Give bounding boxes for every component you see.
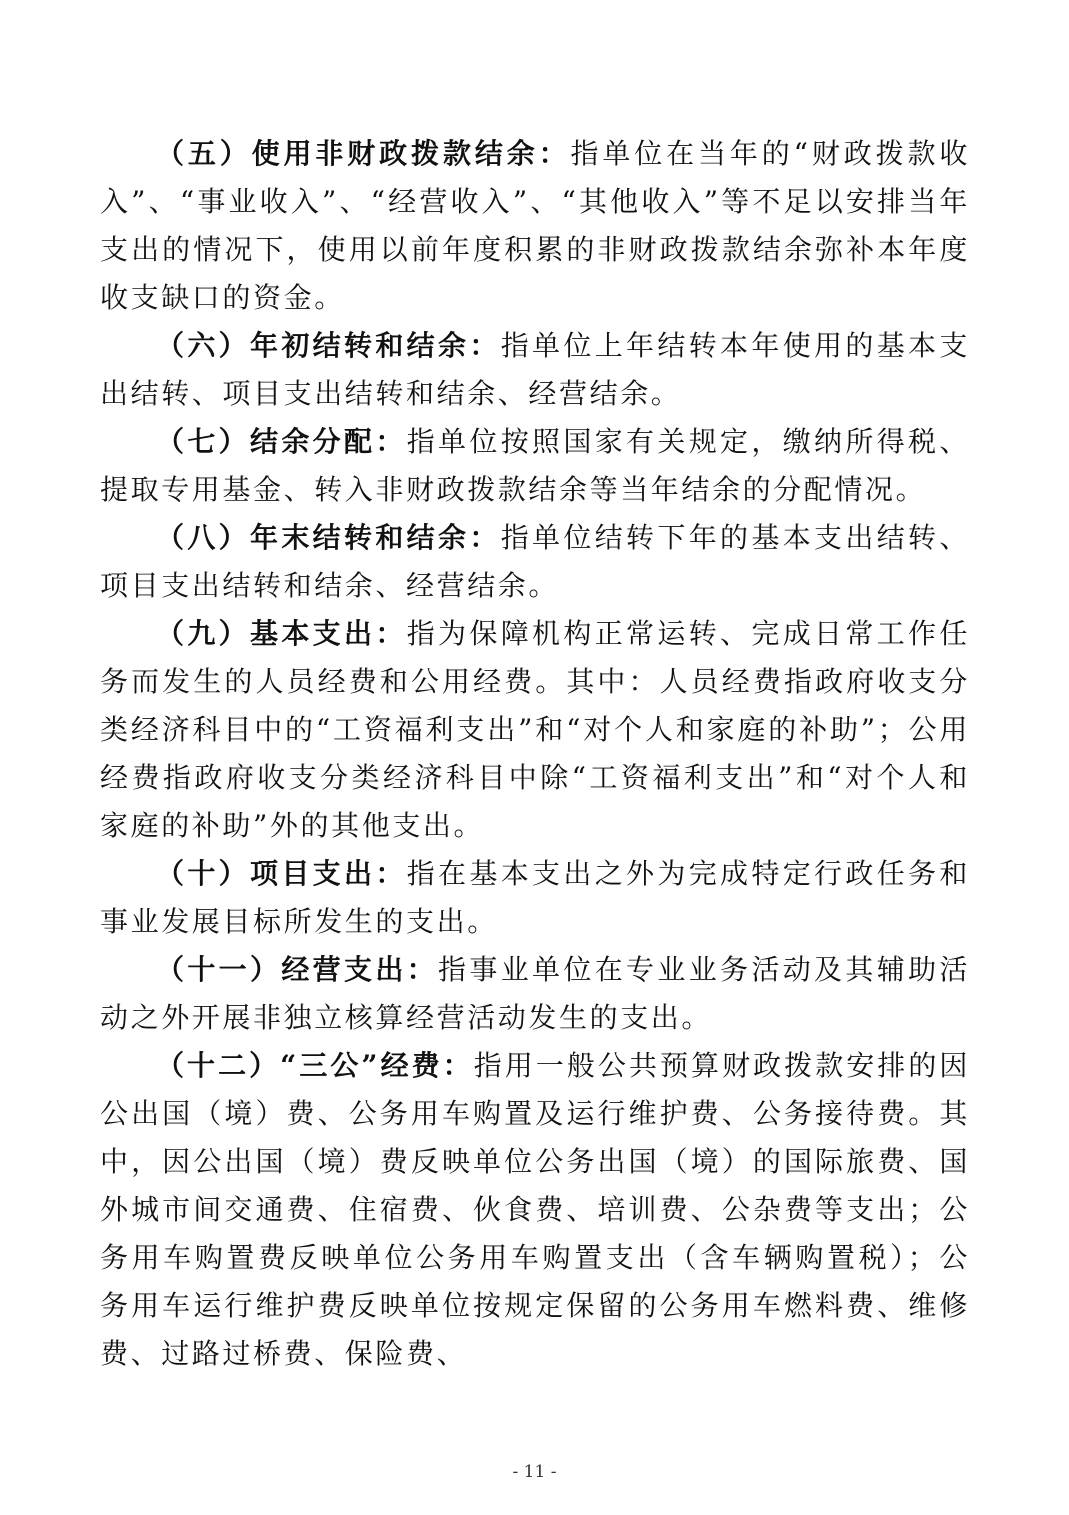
paragraph-5 <box>100 130 970 322</box>
paragraph-term: （五）使用非财政拨款结余： <box>156 137 571 170</box>
paragraph-text: 指事业单位在专业业务活动及其辅助活动之外开展非独立核算经营活动发生的支出。 <box>100 953 971 1034</box>
document-body <box>100 130 970 1378</box>
paragraph-text: 指为保障机构正常运转、完成日常工作任务而发生的人员经费和公用经费。其中：人员经费指政府收支分类经济科目中的“工资福利支出”和“对个人和家庭的补助”；公用经费指政府收支分类经济科目中除“工资福利支出”和“对个人和家庭的补助”外的其他支出。 <box>100 617 970 842</box>
paragraph-term: （九）基本支出： <box>156 617 407 650</box>
paragraph-8 <box>100 514 970 610</box>
paragraph-6 <box>100 322 970 418</box>
paragraph-text: 指用一般公共预算财政拨款安排的因公出国（境）费、公务用车购置及运行维护费、公务接待费。其中，因公出国（境）费反映单位公务出国（境）的国际旅费、国外城市间交通费、住宿费、伙食费、培训费、公杂费等支出；公务用车购置费反映单位公务用车购置支出（含车辆购置税）；公务用车运行维护费反映单位按规定保留的公务用车燃料费、维修费、过路过桥费、保险费、 <box>100 1049 971 1370</box>
paragraph-7 <box>100 418 970 514</box>
paragraph-term: （七）结余分配： <box>156 425 407 458</box>
paragraph-text: 指单位结转下年的基本支出结转、项目支出结转和结余、经营结余。 <box>100 521 970 602</box>
paragraph-text: 指单位按照国家有关规定，缴纳所得税、提取专用基金、转入非财政拨款结余等当年结余的分配情况。 <box>100 425 970 506</box>
paragraph-term: （六）年初结转和结余： <box>156 329 501 362</box>
paragraph-term: （十一）经营支出： <box>156 953 439 986</box>
paragraph-text: 指在基本支出之外为完成特定行政任务和事业发展目标所发生的支出。 <box>100 857 970 938</box>
paragraph-10 <box>100 850 970 946</box>
paragraph-12 <box>100 1042 970 1378</box>
paragraph-term: （八）年末结转和结余： <box>156 521 501 554</box>
page-number: - 11 - <box>512 1462 557 1482</box>
paragraph-text: 指单位上年结转本年使用的基本支出结转、项目支出结转和结余、经营结余。 <box>100 329 970 410</box>
paragraph-term: （十）项目支出： <box>156 857 407 890</box>
paragraph-11 <box>100 946 970 1042</box>
paragraph-text: 指单位在当年的“财政拨款收入”、“事业收入”、“经营收入”、“其他收入”等不足以安排当年支出的情况下，使用以前年度积累的非财政拨款结余弥补本年度收支缺口的资金。 <box>100 137 970 314</box>
paragraph-term: （十二）“三公”经费： <box>156 1049 474 1082</box>
paragraph-9 <box>100 610 970 850</box>
